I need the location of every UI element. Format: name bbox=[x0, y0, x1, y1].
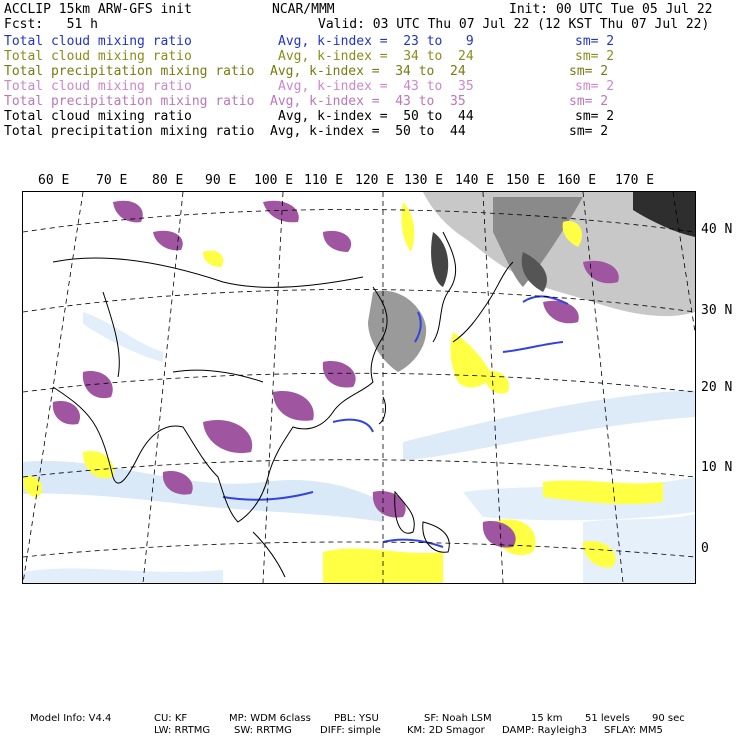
footer-mp: MP: WDM 6class bbox=[229, 713, 311, 724]
lon-label: 140 E bbox=[455, 173, 495, 188]
footer-damp: DAMP: Rayleigh3 bbox=[502, 725, 588, 736]
lon-label: 130 E bbox=[404, 173, 444, 188]
footer-sf: SF: Noah LSM bbox=[424, 713, 492, 724]
lat-label: 10 N bbox=[701, 460, 733, 475]
lon-label: 70 E bbox=[96, 173, 128, 188]
lat-label: 20 N bbox=[701, 380, 733, 395]
footer-diff: DIFF: simple bbox=[320, 725, 381, 736]
org-label: NCAR/MMM bbox=[272, 2, 335, 17]
init-time: Init: 00 UTC Tue 05 Jul 22 bbox=[509, 2, 713, 17]
footer-res: 15 km bbox=[531, 713, 563, 724]
lon-label: 90 E bbox=[205, 173, 237, 188]
legend-field: Total precipitation mixing ratio bbox=[4, 124, 255, 139]
lon-label: 160 E bbox=[557, 173, 597, 188]
lon-label: 150 E bbox=[506, 173, 546, 188]
footer-sw: SW: RRTMG bbox=[234, 725, 292, 736]
lon-label: 110 E bbox=[304, 173, 344, 188]
legend-avg: Avg, k-index = 34 to 24 bbox=[278, 49, 474, 64]
lon-label: 100 E bbox=[254, 173, 294, 188]
legend-avg: Avg, k-index = 23 to 9 bbox=[278, 34, 474, 49]
map-canvas bbox=[23, 192, 695, 583]
lon-label: 120 E bbox=[355, 173, 395, 188]
valid-time: Valid: 03 UTC Thu 07 Jul 22 (12 KST Thu 07 Jul 22) bbox=[318, 17, 710, 32]
lat-label: 40 N bbox=[701, 222, 733, 237]
cloud-gray-layer bbox=[368, 192, 695, 372]
lat-label: 0 bbox=[701, 541, 709, 556]
legend-avg: Avg, k-index = 43 to 35 bbox=[278, 79, 474, 94]
lat-label: 30 N bbox=[701, 303, 733, 318]
lon-label: 80 E bbox=[152, 173, 184, 188]
lon-label: 60 E bbox=[38, 173, 70, 188]
legend-sm: sm= 2 bbox=[575, 34, 615, 49]
footer-km: KM: 2D Smagor bbox=[407, 725, 485, 736]
legend-field: Total cloud mixing ratio bbox=[4, 109, 192, 124]
legend-field: Total cloud mixing ratio bbox=[4, 49, 192, 64]
map-panel bbox=[22, 191, 696, 584]
footer-lw: LW: RRTMG bbox=[154, 725, 211, 736]
footer-pbl: PBL: YSU bbox=[334, 713, 379, 724]
legend-avg: Avg, k-index = 43 to 35 bbox=[270, 94, 466, 109]
footer-sflay: SFLAY: MM5 bbox=[604, 725, 663, 736]
lon-label: 170 E bbox=[615, 173, 655, 188]
forecast-hour: Fcst: 51 h bbox=[4, 17, 98, 32]
legend-sm: sm= 2 bbox=[569, 64, 609, 79]
footer-cu: CU: KF bbox=[154, 713, 188, 724]
legend-sm: sm= 2 bbox=[569, 94, 609, 109]
legend-field: Total precipitation mixing ratio bbox=[4, 94, 255, 109]
legend-sm: sm= 2 bbox=[575, 109, 615, 124]
footer-model-info: Model Info: V4.4 bbox=[30, 713, 112, 724]
footer-levels: 51 levels bbox=[585, 713, 630, 724]
legend-field: Total cloud mixing ratio bbox=[4, 34, 192, 49]
legend-avg: Avg, k-index = 50 to 44 bbox=[278, 109, 474, 124]
legend-sm: sm= 2 bbox=[569, 124, 609, 139]
footer-dt: 90 sec bbox=[652, 713, 685, 724]
model-title: ACCLIP 15km ARW-GFS init bbox=[4, 2, 192, 17]
legend-field: Total cloud mixing ratio bbox=[4, 79, 192, 94]
legend-avg: Avg, k-index = 34 to 24 bbox=[270, 64, 466, 79]
legend-field: Total precipitation mixing ratio bbox=[4, 64, 255, 79]
legend-sm: sm= 2 bbox=[575, 79, 615, 94]
legend-avg: Avg, k-index = 50 to 44 bbox=[270, 124, 466, 139]
legend-sm: sm= 2 bbox=[575, 49, 615, 64]
